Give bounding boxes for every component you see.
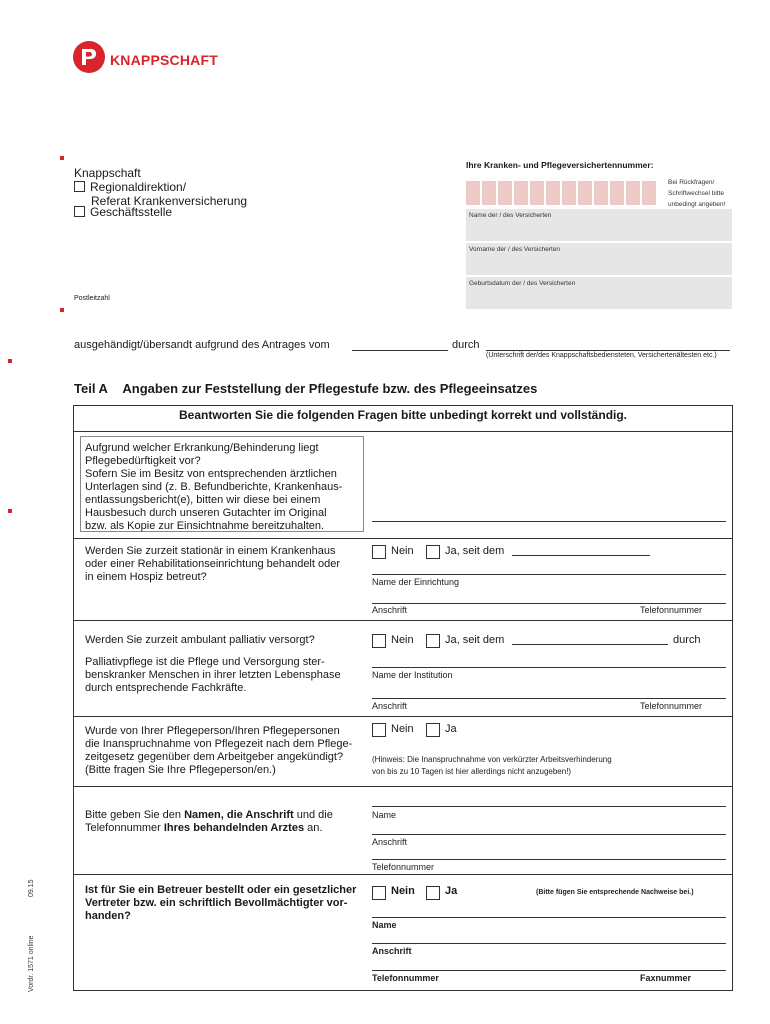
q5-name-line[interactable] xyxy=(372,806,726,807)
form-number: Vordr. 1571 online xyxy=(28,935,35,992)
antrag-date-line[interactable] xyxy=(352,350,448,351)
q6-anschrift-label: Anschrift xyxy=(372,946,412,956)
q6-text: Ist für Sie ein Betreuer bestellt oder ein gesetzlicher Vertreter bzw. ein schriftlich Bevollmächtigter vor- handen? xyxy=(85,884,357,922)
q3-durch-label: durch xyxy=(673,634,701,646)
fold-mark xyxy=(60,156,64,160)
q4-nein-label: Nein xyxy=(391,723,414,735)
separator xyxy=(74,716,732,717)
logo-text: KNAPPSCHAFT xyxy=(110,52,218,68)
q2-date-line[interactable] xyxy=(512,555,650,556)
vorname-field[interactable]: Vorname der / des Versicherten xyxy=(466,243,732,275)
q5-name-label: Name xyxy=(372,810,397,820)
separator xyxy=(74,431,732,432)
q6-nein-checkbox[interactable] xyxy=(372,886,386,900)
separator xyxy=(74,620,732,621)
q5-telefon-line[interactable] xyxy=(372,859,726,860)
q2-einrichtung-label: Name der Einrichtung xyxy=(372,577,460,587)
q6-fax-label: Faxnummer xyxy=(640,973,692,983)
postleitzahl-label: Postleitzahl xyxy=(74,295,110,302)
separator xyxy=(74,874,732,875)
name-field[interactable]: Name der / des Versicherten xyxy=(466,209,732,241)
separator xyxy=(74,538,732,539)
q1-text: Aufgrund welcher Erkrankung/Behinderung liegt Pflegebedürftigkeit vor? Sofern Sie im Besitz von entsprechenden ärztlichen Unterlagen sind (z. B. Befundberichte, Krankenhaus- entlassungsbericht(e), bitten wir diese bei einem Hausbesuch durch unseren Gutachter im Original bzw. als Kopie zur Einsichtnahme bereitzuhalten. xyxy=(85,442,343,532)
handed-durch: durch xyxy=(452,339,480,351)
q3-nein-label: Nein xyxy=(391,634,414,646)
address-title: Knappschaft xyxy=(74,166,141,180)
q3-ja-label: Ja, seit dem xyxy=(445,634,505,646)
separator xyxy=(74,786,732,787)
form-date: 09.15 xyxy=(28,879,35,897)
teil-a-heading: Teil A Angaben zur Feststellung der Pflegestufe bzw. des Pflegeeinsatzes xyxy=(74,381,538,396)
q3-info: Palliativpflege ist die Pflege und Versorgung ster- benskranker Menschen in ihrer letzten Lebensphase durch entsprechende Fachkräfte. xyxy=(85,656,341,694)
q5-anschrift-line[interactable] xyxy=(372,834,726,835)
address-option-regionaldirektion: Regionaldirektion/ xyxy=(74,180,186,194)
fold-mark xyxy=(8,359,12,363)
q4-ja-label: Ja xyxy=(445,723,457,735)
q4-ja-checkbox[interactable] xyxy=(426,723,440,737)
handed-text: ausgehändigt/übersandt aufgrund des Antrages vom xyxy=(74,339,330,351)
signature-line[interactable] xyxy=(486,350,730,351)
q3-institution-label: Name der Institution xyxy=(372,670,453,680)
q6-ja-label: Ja xyxy=(445,885,458,897)
q4-hint: (Hinweis: Die Inanspruchnahme von verkürzter Arbeitsverhinderung von bis zu 10 Tagen ist hier allerdings nicht anzugeben!) xyxy=(372,755,612,776)
q3-telefon-label: Telefonnummer xyxy=(640,701,703,711)
q3-institution-line[interactable] xyxy=(372,667,726,668)
q2-text: Werden Sie zurzeit stationär in einem Krankenhaus oder einer Rehabilitationseinrichtung behandelt oder in einem Hospiz betreut? xyxy=(85,545,341,583)
regionaldirektion-checkbox[interactable] xyxy=(74,181,85,192)
q2-einrichtung-line[interactable] xyxy=(372,574,726,575)
q5-telefon-label: Telefonnummer xyxy=(372,862,435,872)
q2-nein-label: Nein xyxy=(391,545,414,557)
q3-ja-checkbox[interactable] xyxy=(426,634,440,648)
q2-nein-checkbox[interactable] xyxy=(372,545,386,559)
fold-mark xyxy=(60,308,64,312)
q6-nein-label: Nein xyxy=(391,885,415,897)
q5-anschrift-label: Anschrift xyxy=(372,837,408,847)
q3-text: Werden Sie zurzeit ambulant palliativ versorgt? xyxy=(85,634,315,646)
q3-nein-checkbox[interactable] xyxy=(372,634,386,648)
q3-anschrift-line[interactable] xyxy=(372,698,726,699)
insurance-number-hint: Bei Rückfragen/ Schriftwechsel bitte unbedingt angeben! xyxy=(668,179,726,208)
insurance-number-field[interactable] xyxy=(466,181,656,205)
q2-ja-label: Ja, seit dem xyxy=(445,545,505,557)
q3-anschrift-label: Anschrift xyxy=(372,701,408,711)
fold-mark xyxy=(8,509,12,513)
q2-telefon-label: Telefonnummer xyxy=(640,605,703,615)
q4-text: Wurde von Ihrer Pflegeperson/Ihren Pflegepersonen die Inanspruchnahme von Pflegezeit nach dem Pflege- zeitgesetz gegenüber dem Arbeitgeber angekündigt? (Bitte fragen Sie Ihre Pflegeperson/en.) xyxy=(85,725,353,776)
q4-nein-checkbox[interactable] xyxy=(372,723,386,737)
geburtsdatum-field[interactable]: Geburtsdatum der / des Versicherten xyxy=(466,277,732,309)
q6-telefon-label: Telefonnummer xyxy=(372,973,439,983)
address-referat: Referat Krankenversicherung xyxy=(91,194,248,208)
q6-ja-checkbox[interactable] xyxy=(426,886,440,900)
geschaeftsstelle-checkbox[interactable] xyxy=(74,206,85,217)
q2-anschrift-label: Anschrift xyxy=(372,605,408,615)
q6-telefon-line[interactable] xyxy=(372,970,726,971)
q6-anschrift-line[interactable] xyxy=(372,943,726,944)
banner-text: Beantworten Sie die folgenden Fragen bitte unbedingt korrekt und vollständig. xyxy=(178,408,628,422)
q2-ja-checkbox[interactable] xyxy=(426,545,440,559)
q2-anschrift-line[interactable] xyxy=(372,603,726,604)
knappschaft-logo-icon xyxy=(72,40,106,74)
q5-text: Bitte geben Sie den Namen, die Anschrift und die Telefonnummer Ihres behandelnden Arztes an. xyxy=(85,809,333,834)
signature-note: (Unterschrift der/des Knappschaftsbediensteten, Versichertenältesten etc.) xyxy=(486,352,717,359)
address-option-geschaeftsstelle: Geschäftsstelle xyxy=(74,205,172,219)
q3-date-line[interactable] xyxy=(512,644,668,645)
q1-answer-line[interactable] xyxy=(372,521,726,522)
q6-name-label: Name xyxy=(372,920,397,930)
q6-note: (Bitte fügen Sie entsprechende Nachweise bei.) xyxy=(536,889,694,896)
insurance-number-title: Ihre Kranken- und Pflegeversichertennummer: xyxy=(466,160,654,170)
q6-name-line[interactable] xyxy=(372,917,726,918)
